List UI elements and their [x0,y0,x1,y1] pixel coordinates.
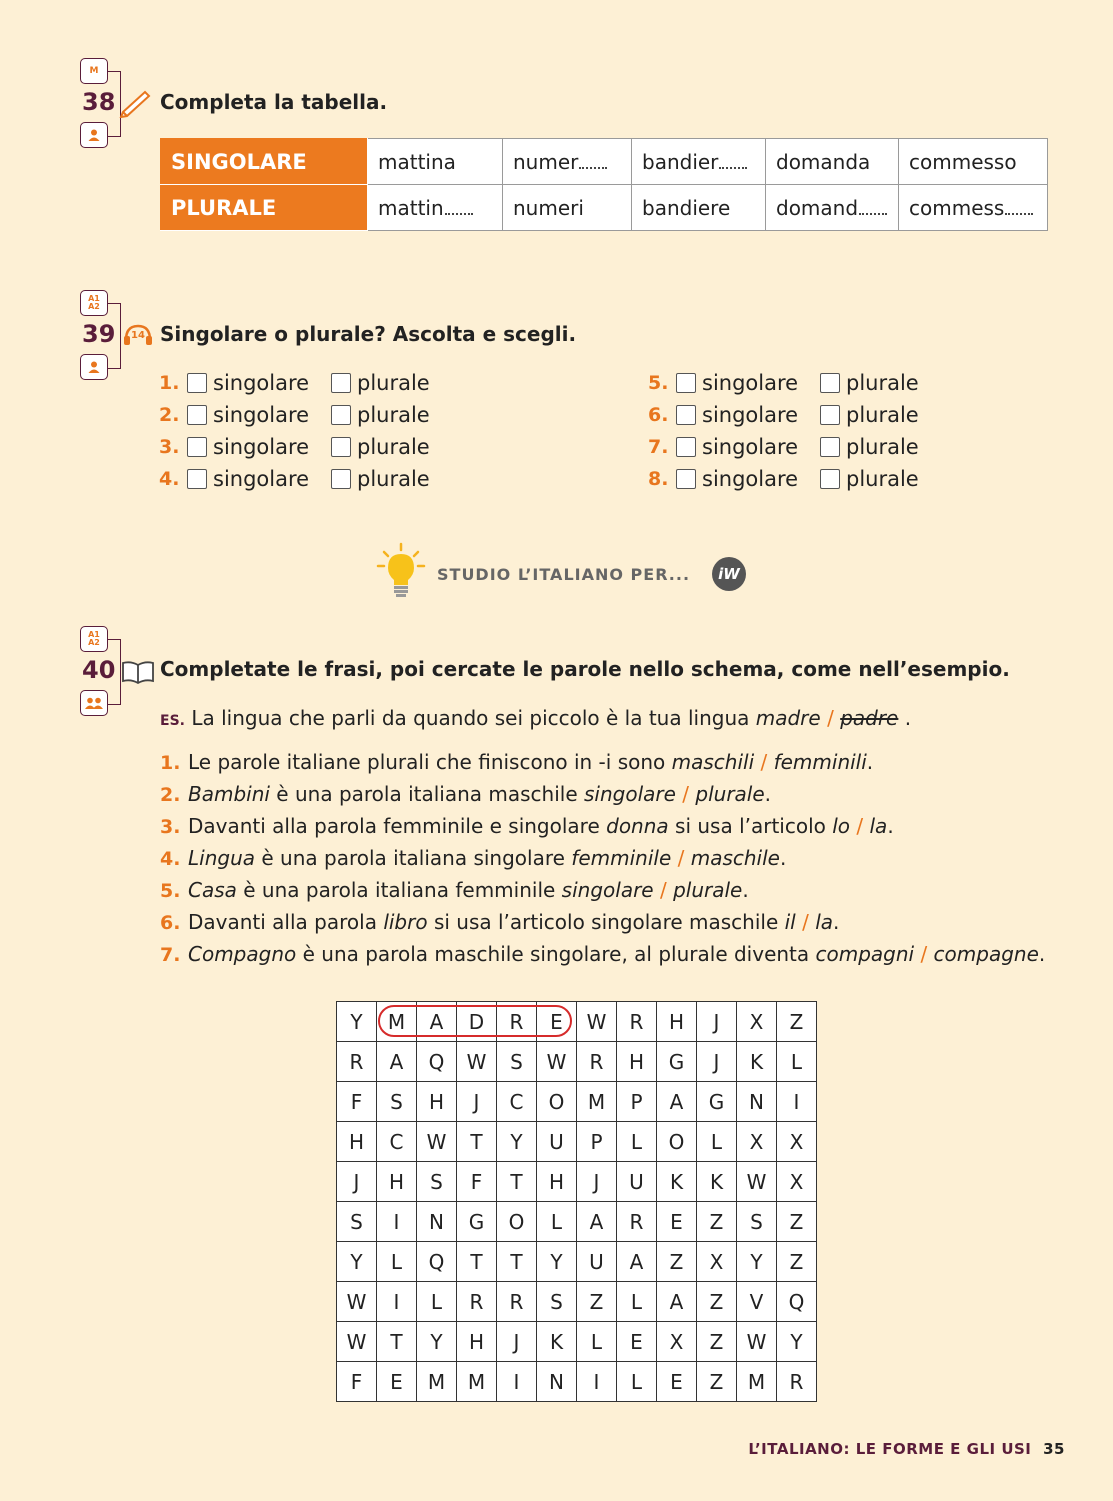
choice-row [648,399,919,431]
option-label: singolare [213,467,310,491]
checkbox-plurale[interactable] [820,373,840,393]
option-word[interactable]: maschili [671,750,755,774]
option-separator: / [754,750,774,774]
option-separator: / [671,846,691,870]
grid-letter[interactable]: A [377,1042,417,1082]
grid-letter[interactable]: E [657,1362,697,1402]
sentence-number: 6. [160,912,181,934]
choice-row [648,367,919,399]
sentence-text: . [779,846,787,870]
grid-letter[interactable]: I [497,1362,537,1402]
sentence-number: 5. [160,880,181,902]
word-search-grid [336,1001,817,1402]
checkbox-plurale[interactable] [331,437,351,457]
option-separator: / [914,942,934,966]
option-word[interactable]: singolare [561,878,654,902]
exercise-number: 40 [82,656,116,684]
option-label: singolare [702,435,799,459]
grid-letter[interactable]: E [657,1202,697,1242]
grid-letter[interactable]: R [577,1042,617,1082]
grid-letter[interactable]: I [377,1202,417,1242]
plural-table [160,138,1048,231]
grid-letter[interactable]: N [537,1362,577,1402]
item-number: 7. [648,436,669,458]
grid-letter[interactable]: H [457,1322,497,1362]
option-word[interactable]: femminile [571,846,672,870]
fill-in-blank[interactable] [1005,201,1033,215]
option-label: singolare [213,435,310,459]
sentence-number: 7. [160,944,181,966]
exercise-title: Singolare o plurale? Ascolta e scegli. [160,322,577,346]
grid-row [337,1202,817,1242]
grid-row [337,1242,817,1282]
grid-row [337,1362,817,1402]
checkbox-plurale[interactable] [820,437,840,457]
grid-letter[interactable]: W [737,1322,777,1362]
grid-letter[interactable]: F [457,1162,497,1202]
choice-row [159,463,430,495]
grid-letter[interactable]: U [617,1162,657,1202]
grid-letter[interactable]: J [577,1162,617,1202]
grid-letter[interactable]: R [617,1202,657,1242]
sentence [160,878,749,902]
grid-letter[interactable]: A [657,1082,697,1122]
grid-letter[interactable]: M [577,1082,617,1122]
table-header-plurale: PLURALE [161,185,368,231]
table-row-singolare [161,139,1048,185]
iw-logo-text: iW [718,565,740,583]
sentence [160,750,873,774]
option-word[interactable]: Casa [188,878,237,902]
checkbox-plurale[interactable] [820,469,840,489]
item-number: 8. [648,468,669,490]
example-label: ES. [160,713,185,729]
grid-letter[interactable]: Q [417,1042,457,1082]
sentence [160,782,771,806]
sentence [160,814,894,838]
fill-in-blank[interactable] [719,155,747,169]
table-cell[interactable] [766,185,899,231]
grid-letter[interactable]: E [377,1362,417,1402]
sentence-number: 3. [160,816,181,838]
option-label: plurale [846,435,919,459]
table-row-plurale [161,185,1048,231]
grid-letter[interactable]: S [377,1082,417,1122]
grid-letter[interactable]: Y [337,1002,377,1042]
grid-letter[interactable]: H [657,1002,697,1042]
page-footer [748,1440,1065,1458]
grid-letter[interactable]: R [457,1282,497,1322]
grid-letter[interactable]: K [697,1162,737,1202]
item-number: 2. [159,404,180,426]
level-label: A1 A2 [88,630,100,647]
grid-row [337,1042,817,1082]
grid-letter[interactable]: Q [777,1282,817,1322]
grid-letter[interactable]: Y [417,1322,457,1362]
option-word[interactable]: compagni [815,942,915,966]
checkbox-singolare[interactable] [676,469,696,489]
grid-letter[interactable]: H [337,1122,377,1162]
grid-letter[interactable]: V [737,1282,777,1322]
sentence-text: Davanti alla parola [188,910,384,934]
grid-letter[interactable]: M [417,1362,457,1402]
grid-letter[interactable]: H [377,1162,417,1202]
example-text: La lingua che parli da quando sei piccolo è la tua lingua [191,706,750,730]
grid-letter[interactable]: E [617,1322,657,1362]
option-label: singolare [702,403,799,427]
item-number: 6. [648,404,669,426]
audio-track-number: 14 [131,330,145,341]
cell-text: commess [909,195,1005,220]
grid-letter[interactable]: W [337,1322,377,1362]
grid-letter[interactable]: J [457,1082,497,1122]
grid-letter[interactable]: C [497,1082,537,1122]
grid-letter[interactable]: L [697,1122,737,1162]
grid-letter[interactable]: Y [777,1322,817,1362]
sentence-text: . [742,878,749,902]
grid-letter[interactable]: U [537,1122,577,1162]
grid-letter[interactable]: H [537,1162,577,1202]
grid-letter[interactable]: C [377,1122,417,1162]
sentence-text: è una parola italiana femminile [236,878,562,902]
grid-letter[interactable]: K [537,1322,577,1362]
grid-letter[interactable]: W [577,1002,617,1042]
checkbox-singolare[interactable] [676,405,696,425]
grid-letter[interactable]: R [497,1282,537,1322]
grid-letter[interactable]: X [777,1162,817,1202]
choice-row [648,463,919,495]
option-word[interactable]: plurale [673,878,743,902]
grid-letter[interactable]: X [657,1322,697,1362]
option-separator: / [827,706,834,730]
example-option-wrong: padre [840,706,899,730]
grid-letter[interactable]: X [737,1002,777,1042]
grid-letter[interactable]: N [737,1082,777,1122]
grid-letter[interactable]: X [737,1122,777,1162]
table-cell[interactable] [632,185,766,231]
fill-in-blank[interactable] [859,201,887,215]
checkbox-plurale[interactable] [331,469,351,489]
grid-letter[interactable]: T [457,1122,497,1162]
option-word[interactable]: il [784,910,796,934]
grid-letter[interactable]: Z [577,1282,617,1322]
grid-letter[interactable]: L [777,1042,817,1082]
grid-letter[interactable]: J [697,1002,737,1042]
grid-letter[interactable]: X [697,1242,737,1282]
item-number: 1. [159,372,180,394]
grid-letter[interactable]: F [337,1082,377,1122]
table-cell[interactable] [766,139,899,185]
cell-text: numer [513,149,579,174]
option-word[interactable]: compagne [933,942,1039,966]
grid-letter[interactable]: Z [697,1202,737,1242]
individual-icon [80,354,108,380]
grid-letter[interactable]: S [417,1162,457,1202]
grid-letter[interactable]: O [657,1122,697,1162]
example-option-correct: madre [755,706,821,730]
example-end: . [904,706,912,730]
choice-row [159,367,430,399]
grid-letter[interactable]: Q [417,1242,457,1282]
grid-letter[interactable]: R [617,1002,657,1042]
grid-letter[interactable]: P [577,1122,617,1162]
cell-text: domand [776,195,859,220]
grid-letter[interactable]: A [417,1002,457,1042]
level-label: A1 A2 [88,294,100,311]
grid-letter[interactable]: P [617,1082,657,1122]
grid-letter[interactable]: M [457,1362,497,1402]
sentence [160,942,1045,966]
grid-letter[interactable]: L [377,1242,417,1282]
lightbulb-icon [376,542,426,604]
grid-letter[interactable]: K [657,1162,697,1202]
sentence [160,846,786,870]
cell-text: numeri [513,195,584,220]
grid-letter[interactable]: S [537,1282,577,1322]
grid-letter[interactable]: Z [697,1362,737,1402]
grid-row [337,1282,817,1322]
grid-row [337,1322,817,1362]
grid-letter[interactable]: Z [657,1242,697,1282]
option-separator: / [795,910,816,934]
option-label: plurale [846,371,919,395]
grid-letter[interactable]: U [577,1242,617,1282]
option-word[interactable]: libro [383,910,428,934]
table-cell[interactable] [503,139,632,185]
grid-letter[interactable]: O [537,1082,577,1122]
grid-letter[interactable]: M [737,1362,777,1402]
grid-letter[interactable]: L [617,1282,657,1322]
grid-letter[interactable]: S [337,1202,377,1242]
grid-letter[interactable]: J [337,1162,377,1202]
sentence-number: 2. [160,784,181,806]
sentence-text: è una parola italiana singolare [255,846,572,870]
sentence-text: . [887,814,894,838]
grid-letter[interactable]: I [777,1082,817,1122]
grid-letter[interactable]: I [377,1282,417,1322]
grid-letter[interactable]: D [457,1002,497,1042]
grid-letter[interactable]: L [617,1362,657,1402]
grid-letter[interactable]: R [777,1362,817,1402]
option-word[interactable]: Compagno [188,942,297,966]
choice-row [159,399,430,431]
grid-row [337,1122,817,1162]
grid-letter[interactable]: S [737,1202,777,1242]
grid-letter[interactable]: W [737,1162,777,1202]
exercise-number: 39 [82,320,116,348]
fill-in-blank[interactable] [445,201,473,215]
option-word[interactable]: donna [606,814,669,838]
grid-letter[interactable]: W [457,1042,497,1082]
option-label: singolare [702,467,799,491]
grid-letter[interactable]: W [537,1042,577,1082]
exercise-number: 38 [82,88,116,116]
option-label: plurale [846,403,919,427]
grid-letter[interactable]: T [497,1242,537,1282]
sentence-text: Le parole italiane plurali che finiscono in -i sono [188,750,672,774]
grid-letter[interactable]: R [497,1002,537,1042]
level-badge-a1a2 [80,626,108,652]
sentence-text: . [833,910,840,934]
option-word[interactable]: Bambini [188,782,270,806]
grid-letter[interactable]: L [577,1322,617,1362]
grid-letter[interactable]: I [577,1362,617,1402]
book-icon [121,660,155,688]
grid-letter[interactable]: H [417,1082,457,1122]
grid-row [337,1162,817,1202]
iw-logo[interactable] [712,557,746,591]
checkbox-singolare[interactable] [187,373,207,393]
grid-letter[interactable]: L [537,1202,577,1242]
grid-letter[interactable]: L [617,1122,657,1162]
table-cell[interactable] [899,139,1048,185]
option-label: plurale [846,467,919,491]
choice-row [648,431,919,463]
sentence [160,910,839,934]
option-label: singolare [213,403,310,427]
cell-text: mattin [378,195,444,220]
option-separator: / [850,814,870,838]
individual-icon [80,122,108,148]
sentence-text: si usa l’articolo singolare maschile [427,910,785,934]
cell-text: mattina [378,149,456,174]
sentence-text: . [764,782,772,806]
circled-word-highlight [378,1005,572,1037]
option-label: plurale [357,467,430,491]
grid-letter[interactable]: F [337,1362,377,1402]
grid-letter[interactable]: A [577,1202,617,1242]
grid-letter[interactable]: A [657,1282,697,1322]
table-cell[interactable] [368,139,503,185]
cell-text: bandiere [642,195,731,220]
sentence-text: . [1038,942,1046,966]
grid-letter[interactable]: X [777,1122,817,1162]
option-label: singolare [213,371,310,395]
option-separator: / [653,878,674,902]
studio-label: STUDIO L’ITALIANO PER... [437,565,691,584]
option-word[interactable]: la [869,814,888,838]
footer-section: L’ITALIANO: LE FORME E GLI USI [748,1440,1032,1458]
option-label: plurale [357,371,430,395]
option-word[interactable]: la [815,910,834,934]
sentence-text: . [866,750,874,774]
option-word[interactable]: lo [832,814,851,838]
grid-letter[interactable]: L [417,1282,457,1322]
grid-letter[interactable]: Z [777,1202,817,1242]
grid-letter[interactable]: Y [497,1122,537,1162]
grid-letter[interactable]: Y [537,1242,577,1282]
cell-text: bandier [642,149,719,174]
grid-letter[interactable]: S [497,1042,537,1082]
grid-letter[interactable]: N [417,1202,457,1242]
grid-letter[interactable]: T [377,1322,417,1362]
grid-letter[interactable]: W [337,1282,377,1322]
checkbox-singolare[interactable] [676,373,696,393]
sentence-text: Davanti alla parola femminile e singolare [188,814,607,838]
option-label: plurale [357,435,430,459]
grid-letter[interactable]: T [457,1242,497,1282]
option-word[interactable]: maschile [690,846,780,870]
grid-letter[interactable]: R [337,1042,377,1082]
grid-letter[interactable]: T [497,1162,537,1202]
sentence-number: 1. [160,752,181,774]
option-word[interactable]: femminili [773,750,867,774]
fill-in-blank[interactable] [579,155,607,169]
grid-letter[interactable]: J [697,1042,737,1082]
grid-letter[interactable]: W [417,1122,457,1162]
item-number: 4. [159,468,180,490]
checkbox-plurale[interactable] [820,405,840,425]
grid-letter[interactable]: E [537,1002,577,1042]
level-badge-m: M [80,58,108,84]
pencil-icon [117,88,153,122]
grid-letter[interactable]: Z [777,1002,817,1042]
grid-letter[interactable]: K [737,1042,777,1082]
sentence-text: si usa l’articolo [668,814,833,838]
grid-letter[interactable]: G [697,1082,737,1122]
grid-letter[interactable]: G [457,1202,497,1242]
table-header-singolare: SINGOLARE [161,139,368,185]
example-sentence [160,706,911,730]
checkbox-singolare[interactable] [676,437,696,457]
cell-text: commesso [909,149,1017,174]
option-label: plurale [357,403,430,427]
exercise-title: Completa la tabella. [160,90,388,114]
checkbox-singolare[interactable] [187,437,207,457]
grid-letter[interactable]: Y [337,1242,377,1282]
checkbox-plurale[interactable] [331,373,351,393]
level-badge-a1a2 [80,290,108,316]
option-word[interactable]: singolare [584,782,676,806]
pair-icon [80,690,108,716]
grid-letter[interactable]: Z [697,1282,737,1322]
grid-letter[interactable]: A [617,1242,657,1282]
item-number: 5. [648,372,669,394]
table-cell[interactable] [503,185,632,231]
checkbox-singolare[interactable] [187,469,207,489]
table-cell[interactable] [899,185,1048,231]
sentence-number: 4. [160,848,181,870]
grid-letter[interactable]: G [657,1042,697,1082]
table-cell[interactable] [368,185,503,231]
option-word[interactable]: plurale [695,782,765,806]
grid-letter[interactable]: J [497,1322,537,1362]
item-number: 3. [159,436,180,458]
page-number: 35 [1043,1440,1065,1458]
grid-letter[interactable]: Z [697,1322,737,1362]
grid-letter[interactable]: M [377,1002,417,1042]
grid-row [337,1082,817,1122]
grid-letter[interactable]: Z [777,1242,817,1282]
option-word[interactable]: Lingua [188,846,256,870]
headphones-icon[interactable] [123,324,153,350]
cell-text: domanda [776,149,871,174]
sentence-text: è una parola italiana maschile [269,782,584,806]
sentence-text: è una parola maschile singolare, al plurale diventa [296,942,816,966]
exercise-title: Completate le frasi, poi cercate le parole nello schema, come nell’esempio. [160,657,1010,681]
option-label: singolare [702,371,799,395]
choice-row [159,431,430,463]
option-separator: / [675,782,696,806]
checkbox-singolare[interactable] [187,405,207,425]
checkbox-plurale[interactable] [331,405,351,425]
grid-letter[interactable]: H [617,1042,657,1082]
table-cell[interactable] [632,139,766,185]
grid-letter[interactable]: Y [737,1242,777,1282]
grid-letter[interactable]: O [497,1202,537,1242]
